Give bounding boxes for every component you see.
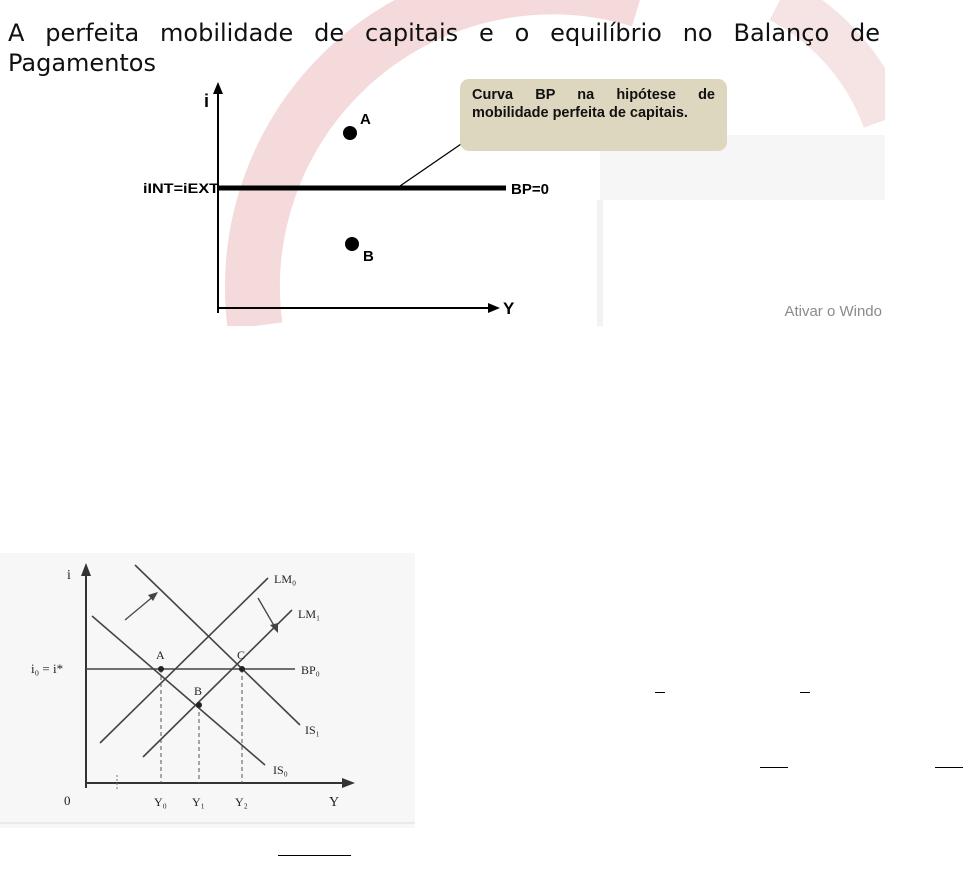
point-a-text: A [156, 648, 165, 662]
equation-bar-fragment [278, 855, 351, 856]
bp-callout: Curva BP na hipótese de mobilidade perfeita de capitais. [460, 79, 727, 151]
is1-label: IS₁ [305, 723, 320, 737]
x-axis-label: Y [503, 299, 515, 318]
callout-pointer [400, 142, 464, 186]
y0-tick-label: Y₀ [154, 795, 167, 809]
fig-rate-label: i₀ = i* [31, 661, 64, 676]
is-lm-bp-diagram [0, 553, 415, 828]
y1-tick-label: Y₁ [192, 795, 205, 809]
fig-x-axis-label: Y [329, 795, 340, 810]
lm1-label: LM₁ [298, 607, 321, 621]
y-axis-label: i [204, 91, 210, 111]
y2-tick-label: Y₂ [235, 795, 248, 809]
rate-label: iINT=iEXT [143, 180, 220, 196]
equation-bar-fragment [760, 767, 788, 768]
fig-y-arrowhead [81, 563, 91, 576]
point-b-marker [196, 702, 202, 708]
is0-label: IS₀ [273, 763, 288, 777]
point-c-text: C [237, 648, 246, 662]
origin-label: 0 [64, 793, 71, 808]
bp-curve-label: BP=0 [511, 181, 549, 198]
bp-diagram [0, 0, 885, 326]
is-shift-arrow [125, 595, 155, 620]
bp0-label: BP₀ [301, 663, 320, 677]
is0-curve [92, 616, 265, 765]
lm1-curve [143, 610, 292, 757]
point-a-dot [343, 126, 357, 140]
equation-bar-fragment [800, 692, 810, 693]
equation-bar-fragment [935, 767, 963, 768]
fig-x-arrowhead [342, 778, 355, 788]
is1-curve [135, 565, 300, 725]
slide-panel [0, 0, 885, 326]
lm0-label: LM₀ [274, 572, 297, 586]
slide-title: A perfeita mobilidade de capitais e o equilíbrio no Balanço de Pagamentos [8, 19, 880, 77]
is-lm-bp-figure [0, 553, 415, 828]
equation-bar-fragment [655, 692, 665, 693]
x-axis-arrowhead [488, 303, 500, 313]
activation-watermark: Ativar o Windo [784, 303, 882, 320]
point-a-marker [158, 666, 164, 672]
point-b-dot [345, 237, 359, 251]
point-b-text: B [194, 684, 203, 698]
point-a-label: A [360, 111, 371, 128]
y-axis-arrowhead [213, 82, 223, 94]
fig-y-axis-label: i [67, 568, 71, 583]
point-b-label: B [363, 248, 374, 265]
point-c-marker [239, 666, 245, 672]
